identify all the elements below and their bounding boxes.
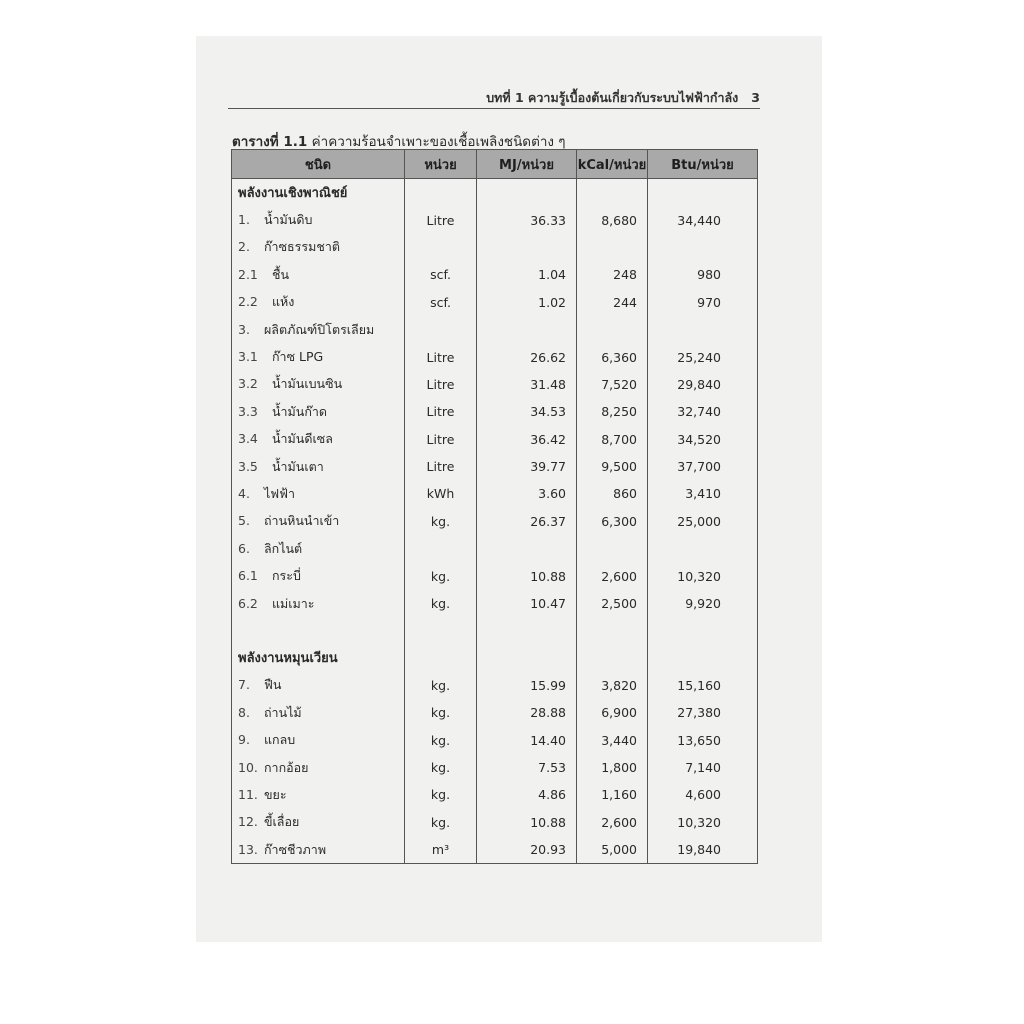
fuel-name-cell [232, 672, 405, 699]
mj-value-cell: 10.88 [477, 809, 577, 836]
fuel-name: น้ำมันดีเซล [271, 431, 333, 447]
unit-cell: kg. [405, 726, 477, 753]
item-number: 3.4 [238, 431, 258, 447]
table-row [232, 508, 758, 535]
kcal-value-cell: 6,900 [577, 699, 648, 726]
fuel-name: ก๊าซ LPG [271, 349, 324, 365]
table-row [232, 535, 758, 562]
running-header [486, 88, 760, 108]
table-row [232, 726, 758, 753]
kcal-value-cell: 2,600 [577, 562, 648, 589]
empty-cell [648, 644, 758, 671]
unit-cell: kWh [405, 480, 477, 507]
item-number: 1. [238, 212, 250, 228]
btu-value-cell: 32,740 [648, 398, 758, 425]
col-header-btu: Btu/หน่วย [648, 150, 758, 179]
section-spacer [232, 617, 758, 644]
kcal-value-cell: 8,680 [577, 206, 648, 233]
unit-cell: Litre [405, 343, 477, 370]
fuel-name-cell [232, 754, 405, 781]
item-number: 6.1 [238, 568, 258, 584]
table-caption-label: ตารางที่ 1.1 [232, 134, 308, 150]
table-row [232, 781, 758, 808]
unit-cell: kg. [405, 590, 477, 617]
btu-value-cell: 34,440 [648, 206, 758, 233]
kcal-value-cell: 2,500 [577, 590, 648, 617]
mj-value-cell: 36.42 [477, 426, 577, 453]
unit-cell: kg. [405, 672, 477, 699]
fuel-name-cell [232, 480, 405, 507]
item-number: 10. [238, 759, 258, 775]
item-number: 6.2 [238, 595, 258, 611]
kcal-value-cell: 860 [577, 480, 648, 507]
table-row [232, 316, 758, 343]
unit-cell: kg. [405, 562, 477, 589]
unit-cell: Litre [405, 206, 477, 233]
fuel-name-cell [232, 426, 405, 453]
col-header-unit: หน่วย [405, 150, 477, 179]
kcal-value-cell: 6,360 [577, 343, 648, 370]
section-title: พลังงานหมุนเวียน [232, 644, 405, 671]
mj-value-cell: 4.86 [477, 781, 577, 808]
item-number: 4. [238, 485, 250, 501]
table-row [232, 590, 758, 617]
kcal-value-cell: 3,440 [577, 726, 648, 753]
mj-value-cell [477, 234, 577, 261]
fuel-heat-table [231, 149, 758, 864]
btu-value-cell [648, 234, 758, 261]
kcal-value-cell: 8,700 [577, 426, 648, 453]
unit-cell [405, 234, 477, 261]
kcal-value-cell [577, 535, 648, 562]
mj-value-cell: 26.62 [477, 343, 577, 370]
section-header-row [232, 644, 758, 671]
mj-value-cell: 28.88 [477, 699, 577, 726]
table-row [232, 562, 758, 589]
mj-value-cell: 14.40 [477, 726, 577, 753]
fuel-name-cell [232, 206, 405, 233]
unit-cell: kg. [405, 508, 477, 535]
btu-value-cell: 980 [648, 261, 758, 288]
btu-value-cell: 3,410 [648, 480, 758, 507]
unit-cell: Litre [405, 371, 477, 398]
table-row [232, 699, 758, 726]
btu-value-cell: 9,920 [648, 590, 758, 617]
kcal-value-cell: 244 [577, 289, 648, 316]
empty-cell [405, 644, 477, 671]
section-header-row [232, 179, 758, 207]
item-number: 13. [238, 841, 258, 857]
unit-cell [405, 316, 477, 343]
item-number: 3.3 [238, 403, 258, 419]
btu-value-cell: 19,840 [648, 836, 758, 864]
btu-value-cell: 37,700 [648, 453, 758, 480]
fuel-name: ก๊าซธรรมชาติ [263, 239, 340, 255]
item-number: 12. [238, 814, 258, 830]
item-number: 5. [238, 513, 250, 529]
mj-value-cell [477, 316, 577, 343]
empty-cell [477, 179, 577, 207]
unit-cell: Litre [405, 453, 477, 480]
item-number: 3. [238, 321, 250, 337]
btu-value-cell: 27,380 [648, 699, 758, 726]
mj-value-cell: 39.77 [477, 453, 577, 480]
kcal-value-cell [577, 234, 648, 261]
table-row [232, 206, 758, 233]
btu-value-cell: 25,000 [648, 508, 758, 535]
fuel-name-cell [232, 371, 405, 398]
fuel-name-cell [232, 316, 405, 343]
mj-value-cell: 3.60 [477, 480, 577, 507]
fuel-name-cell [232, 343, 405, 370]
table-row [232, 398, 758, 425]
item-number: 3.1 [238, 349, 258, 365]
item-number: 6. [238, 540, 250, 556]
fuel-name-cell [232, 261, 405, 288]
fuel-name: น้ำมันเบนซิน [271, 376, 343, 392]
kcal-value-cell: 5,000 [577, 836, 648, 864]
table-row [232, 809, 758, 836]
unit-cell: kg. [405, 781, 477, 808]
kcal-value-cell: 2,600 [577, 809, 648, 836]
fuel-name: น้ำมันเตา [271, 458, 324, 474]
fuel-name: น้ำมันก๊าด [271, 403, 328, 419]
mj-value-cell: 15.99 [477, 672, 577, 699]
kcal-value-cell: 7,520 [577, 371, 648, 398]
spacer-cell [577, 617, 648, 644]
unit-cell: kg. [405, 699, 477, 726]
fuel-name-cell [232, 726, 405, 753]
table-row [232, 234, 758, 261]
item-number: 8. [238, 704, 250, 720]
book-page [196, 36, 822, 942]
table-row [232, 426, 758, 453]
spacer-cell [232, 617, 405, 644]
mj-value-cell: 26.37 [477, 508, 577, 535]
fuel-name: น้ำมันดิบ [263, 212, 313, 228]
btu-value-cell: 15,160 [648, 672, 758, 699]
section-title: พลังงานเชิงพาณิชย์ [232, 179, 405, 207]
col-header-mj: MJ/หน่วย [477, 150, 577, 179]
kcal-value-cell: 3,820 [577, 672, 648, 699]
item-number: 3.2 [238, 376, 258, 392]
fuel-name-cell [232, 535, 405, 562]
mj-value-cell: 34.53 [477, 398, 577, 425]
table-header-row [232, 150, 758, 179]
unit-cell: scf. [405, 289, 477, 316]
btu-value-cell: 4,600 [648, 781, 758, 808]
spacer-cell [648, 617, 758, 644]
fuel-name: ก๊าซชีวภาพ [263, 841, 327, 857]
fuel-name-cell [232, 590, 405, 617]
table-row [232, 453, 758, 480]
mj-value-cell: 36.33 [477, 206, 577, 233]
mj-value-cell: 7.53 [477, 754, 577, 781]
btu-value-cell [648, 316, 758, 343]
col-header-kcal: kCal/หน่วย [577, 150, 648, 179]
fuel-name: ลิกไนต์ [263, 540, 303, 556]
empty-cell [477, 644, 577, 671]
empty-cell [577, 179, 648, 207]
spacer-cell [405, 617, 477, 644]
fuel-name-cell [232, 453, 405, 480]
kcal-value-cell: 248 [577, 261, 648, 288]
table-row [232, 480, 758, 507]
fuel-name-cell [232, 234, 405, 261]
fuel-name-cell [232, 398, 405, 425]
btu-value-cell: 25,240 [648, 343, 758, 370]
fuel-table-wrapper [231, 149, 757, 864]
btu-value-cell: 7,140 [648, 754, 758, 781]
empty-cell [648, 179, 758, 207]
table-row [232, 754, 758, 781]
fuel-name: กากอ้อย [263, 759, 309, 775]
table-row [232, 261, 758, 288]
kcal-value-cell: 1,800 [577, 754, 648, 781]
mj-value-cell: 10.47 [477, 590, 577, 617]
fuel-name: ฟืน [263, 677, 282, 693]
btu-value-cell: 10,320 [648, 562, 758, 589]
fuel-name: ขี้เลื่อย [263, 814, 300, 830]
fuel-name: ถ่านไม้ [263, 704, 302, 720]
table-row [232, 289, 758, 316]
item-number: 2.2 [238, 294, 258, 310]
item-number: 7. [238, 677, 250, 693]
col-header-type: ชนิด [232, 150, 405, 179]
btu-value-cell: 970 [648, 289, 758, 316]
table-row [232, 836, 758, 864]
fuel-name-cell [232, 781, 405, 808]
fuel-name: ไฟฟ้า [263, 485, 295, 501]
fuel-name: แม่เมาะ [271, 595, 315, 611]
fuel-name-cell [232, 836, 405, 864]
spacer-cell [477, 617, 577, 644]
unit-cell: kg. [405, 809, 477, 836]
fuel-name: ชื้น [271, 266, 290, 282]
kcal-value-cell: 1,160 [577, 781, 648, 808]
fuel-name: ผลิตภัณฑ์ปิโตรเลียม [263, 321, 375, 337]
btu-value-cell [648, 535, 758, 562]
page-number: 3 [751, 90, 760, 105]
unit-cell: m³ [405, 836, 477, 864]
mj-value-cell: 1.04 [477, 261, 577, 288]
table-body [232, 179, 758, 864]
running-title: บทที่ 1 ความรู้เบื้องต้นเกี่ยวกับระบบไฟฟ้ากำลัง [486, 90, 739, 105]
btu-value-cell: 29,840 [648, 371, 758, 398]
fuel-name: แกลบ [263, 732, 296, 748]
item-number: 2.1 [238, 266, 258, 282]
kcal-value-cell: 6,300 [577, 508, 648, 535]
item-number: 11. [238, 786, 258, 802]
unit-cell: Litre [405, 398, 477, 425]
empty-cell [405, 179, 477, 207]
fuel-name: ถ่านหินนำเข้า [263, 513, 340, 529]
item-number: 3.5 [238, 458, 258, 474]
fuel-name-cell [232, 699, 405, 726]
table-row [232, 672, 758, 699]
item-number: 2. [238, 239, 250, 255]
kcal-value-cell [577, 316, 648, 343]
unit-cell: scf. [405, 261, 477, 288]
btu-value-cell: 34,520 [648, 426, 758, 453]
unit-cell: Litre [405, 426, 477, 453]
fuel-name: กระบี่ [271, 568, 301, 584]
fuel-name-cell [232, 289, 405, 316]
unit-cell [405, 535, 477, 562]
mj-value-cell: 20.93 [477, 836, 577, 864]
fuel-name-cell [232, 562, 405, 589]
fuel-name-cell [232, 809, 405, 836]
table-caption-text: ค่าความร้อนจำเพาะของเชื้อเพลิงชนิดต่าง ๆ [311, 134, 566, 150]
mj-value-cell: 1.02 [477, 289, 577, 316]
fuel-name-cell [232, 508, 405, 535]
kcal-value-cell: 8,250 [577, 398, 648, 425]
fuel-name: ขยะ [263, 786, 287, 802]
mj-value-cell [477, 535, 577, 562]
btu-value-cell: 13,650 [648, 726, 758, 753]
mj-value-cell: 31.48 [477, 371, 577, 398]
empty-cell [577, 644, 648, 671]
unit-cell: kg. [405, 754, 477, 781]
btu-value-cell: 10,320 [648, 809, 758, 836]
table-row [232, 371, 758, 398]
kcal-value-cell: 9,500 [577, 453, 648, 480]
mj-value-cell: 10.88 [477, 562, 577, 589]
fuel-name: แห้ง [271, 294, 295, 310]
item-number: 9. [238, 732, 250, 748]
header-rule [228, 108, 760, 109]
table-row [232, 343, 758, 370]
